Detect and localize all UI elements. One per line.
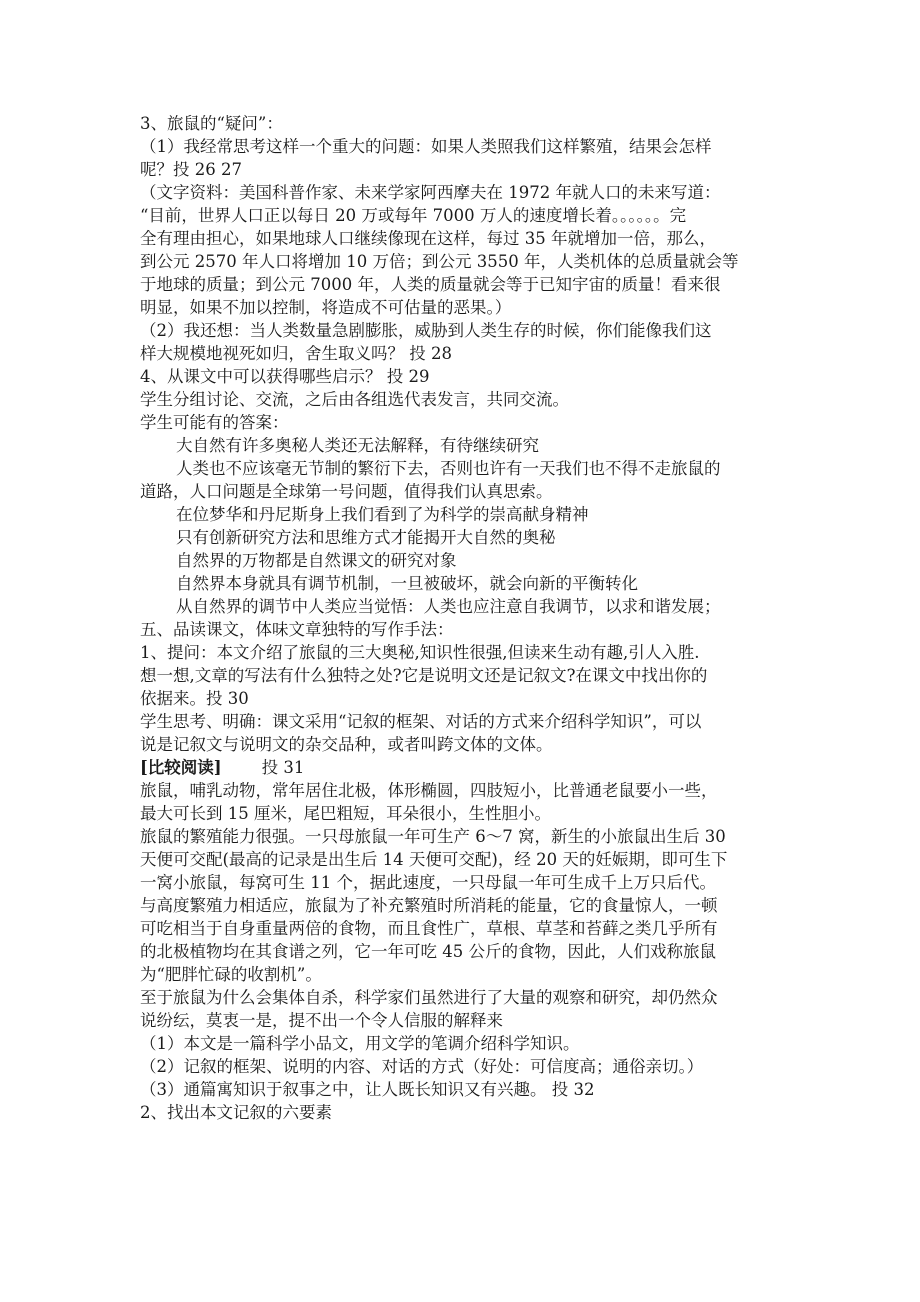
text-line: 明显，如果不加以控制，将造成不可估量的恶果。） (140, 298, 512, 317)
text-line: 至于旅鼠为什么会集体自杀，科学家们虽然进行了大量的观察和研究，却仍然众 (140, 988, 718, 1007)
text-line: 全有理由担心，如果地球人口继续像现在这样，每过 35 年就增加一倍，那么， (140, 229, 716, 248)
text-line: （1）我经常思考这样一个重大的问题：如果人类照我们这样繁殖，结果会怎样 (140, 137, 712, 156)
text-line: 旅鼠的繁殖能力很强。一只母旅鼠一年可生产 6～7 窝，新生的小旅鼠出生后 30 (140, 827, 726, 846)
text-line: 学生思考、明确：课文采用“记叙的框架、对话的方式来介绍科学知识”，可以 (140, 712, 702, 731)
text-line: 一窝小旅鼠，每窝可生 11 个，据此速度，一只母鼠一年可生成千上万只后代。 (140, 873, 716, 892)
heading-4: 4、从课文中可以获得哪些启示？ 投 29 (140, 367, 430, 386)
answer-line: 只有创新研究方法和思维方式才能揭开大自然的奥秘 (176, 528, 556, 547)
text-line: 学生可能有的答案： (140, 413, 289, 432)
document-page (140, 112, 780, 1124)
heading-3: 3、旅鼠的“疑问”： (140, 114, 283, 133)
answer-line: 道路，人口问题是全球第一号问题，值得我们认真思索。 (140, 482, 553, 501)
text-line: 旅鼠，哺乳动物，常年居住北极，体形椭圆，四肢短小，比普通老鼠要小一些， (140, 781, 718, 800)
text-line: 依据来。投 30 (140, 689, 249, 708)
section-heading: 五、品读课文，体味文章独特的写作手法： (140, 620, 454, 639)
text-line: （3）通篇寓知识于叙事之中，让人既长知识又有兴趣。 投 32 (140, 1080, 595, 1099)
answer-line: 自然界的万物都是自然课文的研究对象 (176, 551, 457, 570)
comparison-heading-line (140, 756, 780, 779)
text-line: 的北极植物均在其食谱之列，它一年可吃 45 公斤的食物，因此，人们戏称旅鼠 (140, 942, 716, 961)
text-line: 说纷纭，莫衷一是，提不出一个令人信服的解释来 (140, 1011, 503, 1030)
text-line: （2）记叙的框架、说明的内容、对话的方式（好处：可信度高；通俗亲切。） (140, 1057, 704, 1076)
text-line: 样大规模地视死如归，舍生取义吗？ 投 28 (140, 344, 452, 363)
text-line: 可吃相当于自身重量两倍的食物，而且食性广，草根、草茎和苔藓之类几乎所有 (140, 919, 718, 938)
text-line: 想一想,文章的写法有什么独特之处?它是说明文还是记叙文?在课文中找出你的 (140, 666, 708, 685)
slide-ref: 投 31 (261, 758, 305, 777)
heading-2: 2、找出本文记叙的六要素 (140, 1103, 332, 1122)
text-line: 1、提问：本文介绍了旅鼠的三大奥秘,知识性很强,但读来生动有趣,引人入胜. (140, 643, 700, 662)
text-line: 到公元 2570 年人口将增加 10 万倍；到公元 3550 年，人类机体的总质量就会等 (140, 252, 739, 271)
text-line: 最大可长到 15 厘米，尾巴粗短，耳朵很小，生性胆小。 (140, 804, 551, 823)
answer-line: 大自然有许多奥秘人类还无法解释，有待继续研究 (176, 436, 539, 455)
text-line: 于地球的质量；到公元 7000 年，人类的质量就会等于已知宇宙的质量！看来很 (140, 275, 721, 294)
text-line: 为“肥胖忙碌的收割机”。 (140, 965, 322, 984)
text-line: 说是记叙文与说明文的杂交品种，或者叫跨文体的文体。 (140, 735, 553, 754)
text-line: 学生分组讨论、交流，之后由各组选代表发言，共同交流。 (140, 390, 569, 409)
text-line: （1）本文是一篇科学小品文，用文学的笔调介绍科学知识。 (140, 1034, 580, 1053)
answer-line: 从自然界的调节中人类应当觉悟：人类也应注意自我调节，以求和谐发展； (176, 597, 721, 616)
answer-line: 在位梦华和丹尼斯身上我们看到了为科学的崇高献身精神 (176, 505, 589, 524)
answer-line: 人类也不应该毫无节制的繁衍下去，否则也许有一天我们也不得不走旅鼠的 (176, 459, 721, 478)
text-line: 与高度繁殖力相适应，旅鼠为了补充繁殖时所消耗的能量，它的食量惊人，一顿 (140, 896, 718, 915)
comparison-heading: [比较阅读] (140, 758, 222, 777)
text-line: （文字资料：美国科普作家、未来学家阿西摩夫在 1972 年就人口的未来写道： (140, 183, 721, 202)
text-line: （2）我还想：当人类数量急剧膨胀，威胁到人类生存的时候，你们能像我们这 (140, 321, 712, 340)
text-line: “目前，世界人口正以每日 20 万或每年 7000 万人的速度增长着。。。。。。完 (140, 206, 687, 225)
answer-line: 自然界本身就具有调节机制，一旦被破坏，就会向新的平衡转化 (176, 574, 638, 593)
text-line: 呢？投 26 27 (140, 160, 242, 179)
text-line: 天便可交配(最高的记录是出生后 14 天便可交配)，经 20 天的妊娠期，即可生下 (140, 850, 728, 869)
